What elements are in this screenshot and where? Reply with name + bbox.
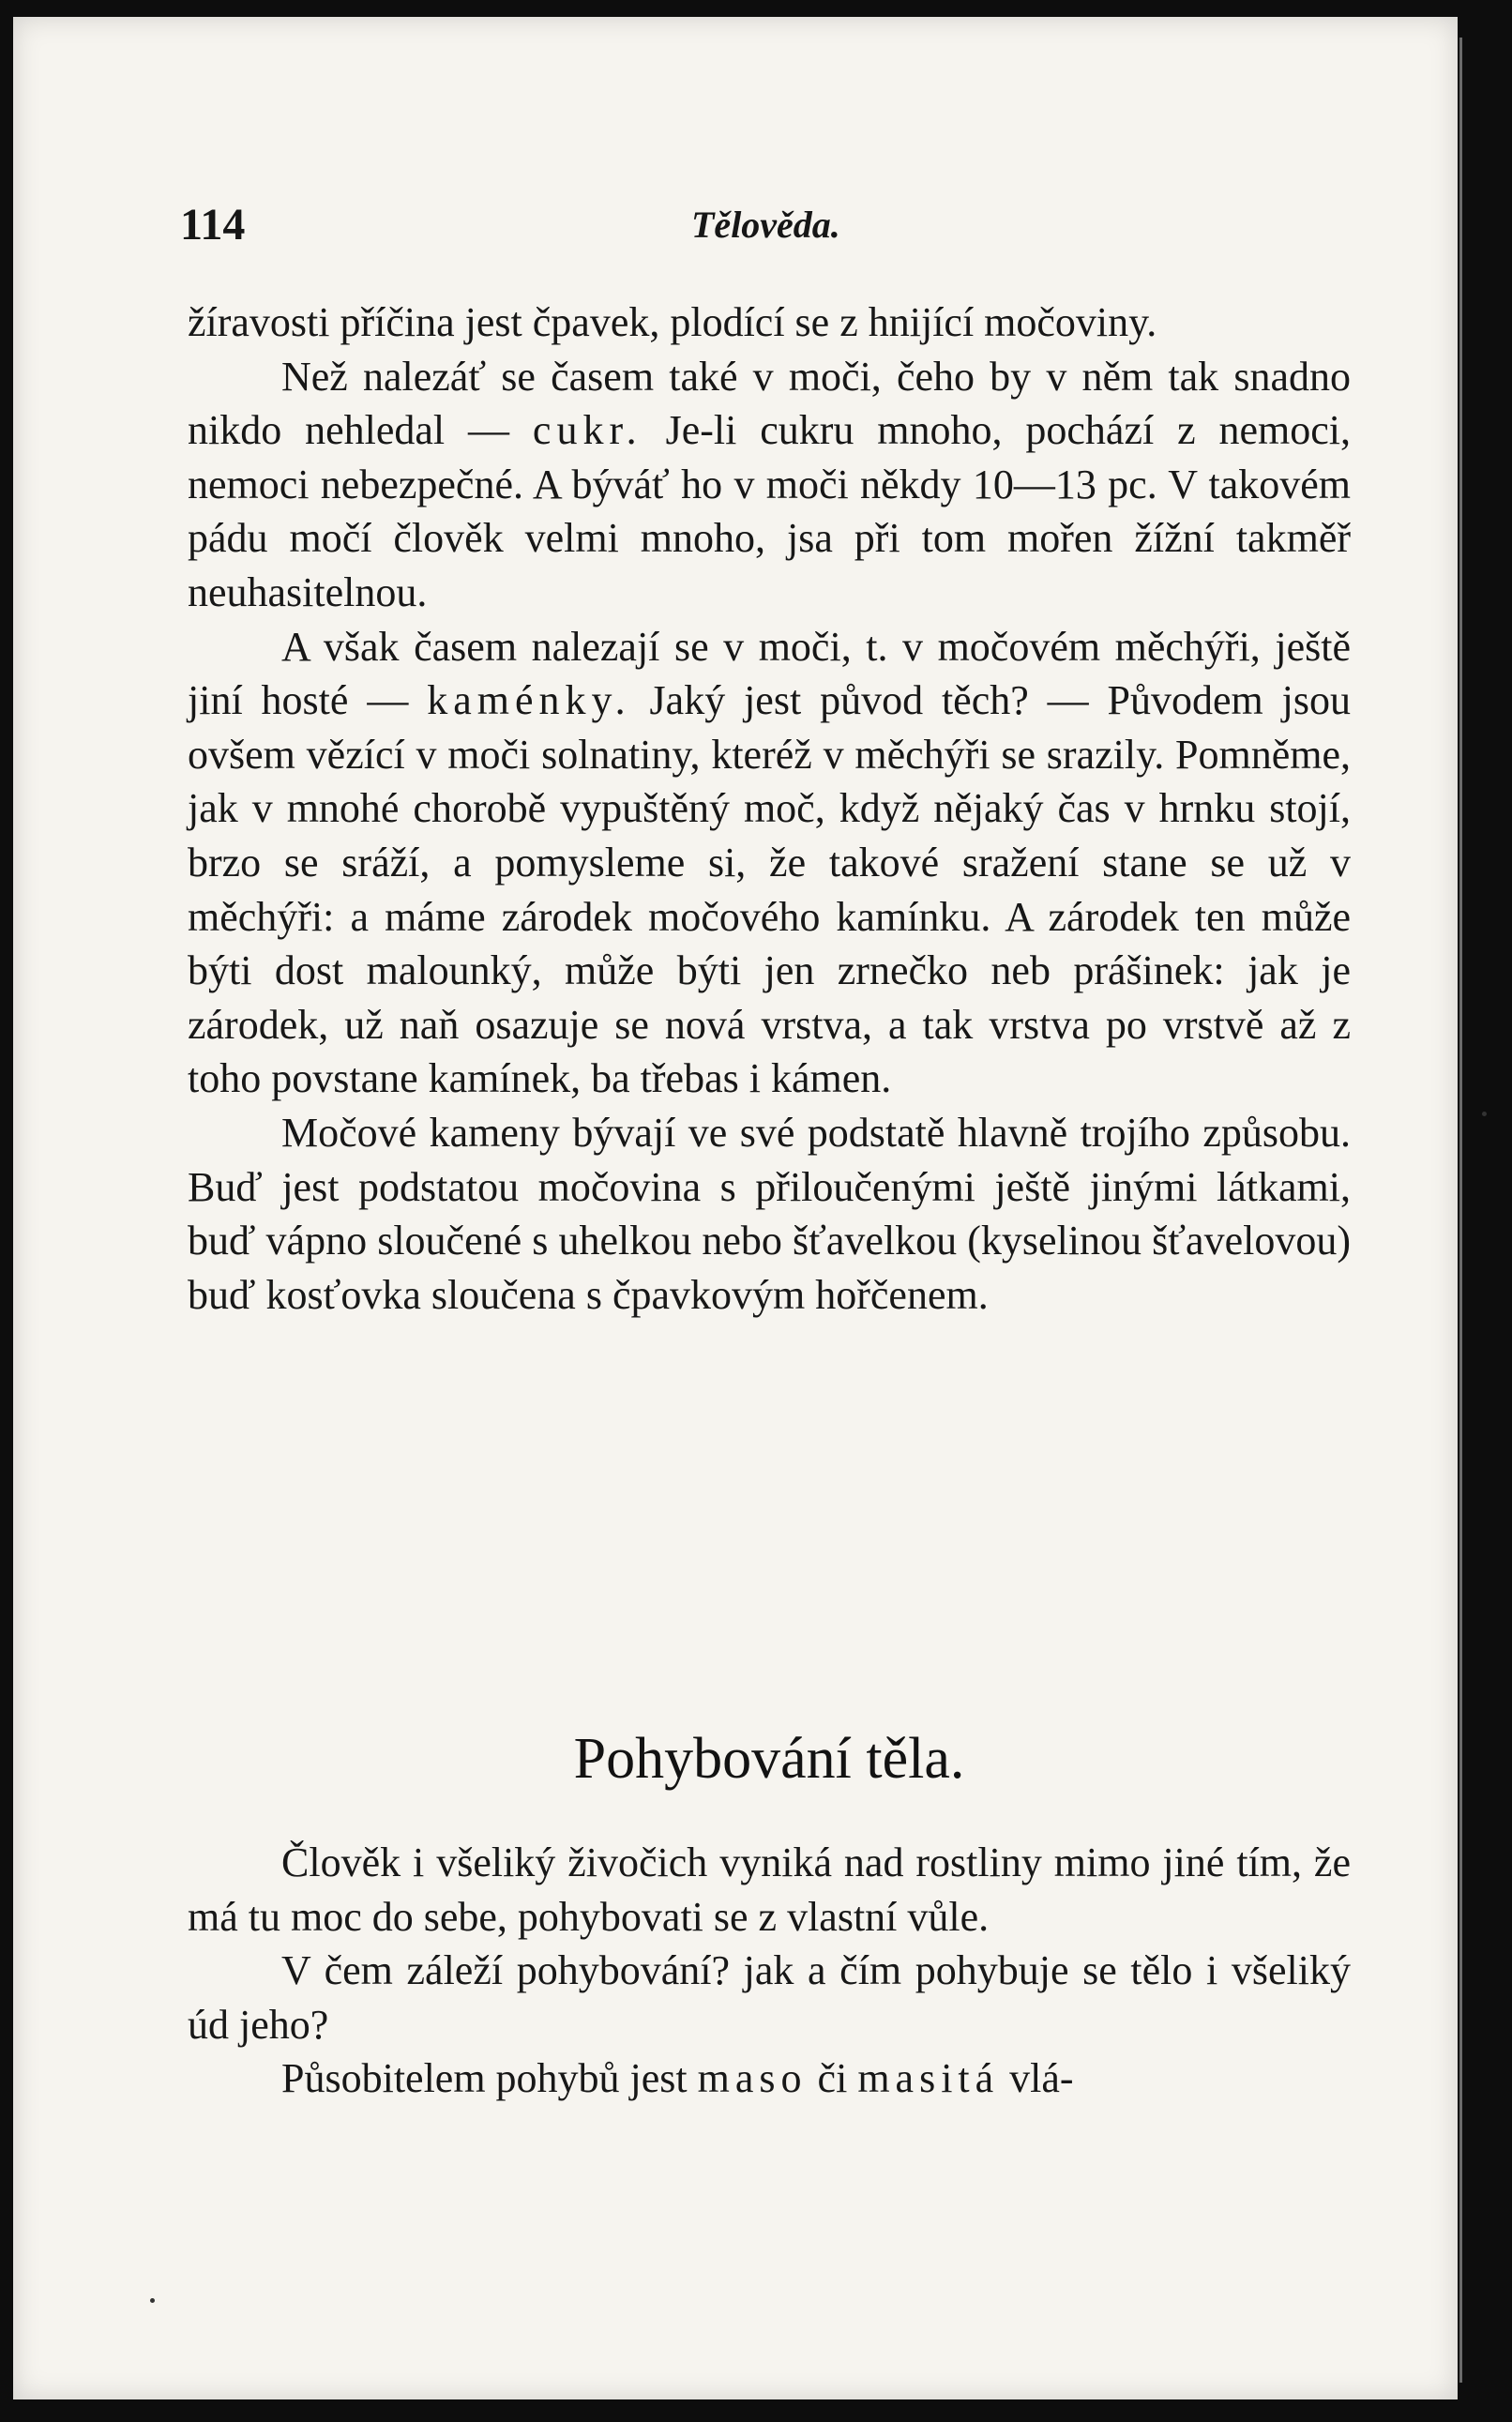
paragraph-text: žíravosti příčina jest čpavek, plodící se z hnijící močoviny.	[188, 299, 1157, 345]
paragraph	[188, 1836, 1351, 1944]
page-edge-line	[1459, 38, 1462, 2383]
paragraph-text: Je-li cukru mnoho, pochází z nemoci, nemoci nebezpečné. A býváť ho v moči někdy 10—13 pc. V takovém pádu močí člověk velmi mnoho, jsa při tom mořen žížní takměř neuhasitelnou.	[188, 407, 1351, 615]
paragraph	[188, 1944, 1351, 2051]
paragraph-text: či	[807, 2055, 858, 2102]
paragraph-text: Působitelem pohybů jest	[281, 2055, 698, 2102]
paragraph	[188, 295, 1351, 350]
paragraph-text: Jaký jest původ těch? — Původem jsou ovšem vězící v moči solnatiny, kteréž v měchýři se srazily. Pomněme, jak v mnohé chorobě vypuštěný moč, když nějaký čas v hrnku stojí, brzo se sráží, a pomysleme si, že takové sražení stane se už v měchýři: a máme zárodek močového kamínku. A zárodek ten může býti dost malounký, může býti jen zrnečko neb prášinek: jak je zárodek, už naň osazuje se nová vrstva, a tak vrstva po vrstvě až z toho povstane kamínek, ba třebas i kámen.	[188, 677, 1351, 1102]
section-body-text	[188, 1836, 1351, 2106]
speck	[150, 2298, 155, 2303]
paragraph-text: Člověk i všeliký živočich vyniká nad rostliny mimo jiné tím, že má tu moc do sebe, pohybovati se z vlastní vůle.	[188, 1839, 1351, 1940]
speck	[1482, 1112, 1487, 1116]
paragraph	[188, 350, 1351, 620]
paragraph-text: Močové kameny bývají ve své podstatě hlavně trojího způsobu. Buď jest podstatou močovina s přiloučenými ještě jinými látkami, buď vápno sloučené s uhelkou nebo šťavelkou (kyselinou šťavelovou) buď kosťovka sloučena s čpavkovým hořčenem.	[188, 1109, 1351, 1318]
paragraph-text: V čem záleží pohybování? jak a čím pohybuje se tělo i všeliký úd jeho?	[188, 1947, 1351, 2048]
paragraph	[188, 2051, 1351, 2106]
paragraph	[188, 1106, 1351, 1322]
body-text	[188, 295, 1351, 1322]
page-number: 114	[180, 200, 246, 250]
section-heading: Pohybování těla.	[573, 1727, 965, 1791]
page-header	[180, 199, 1362, 255]
paragraph-text: Než nalezáť se časem také v moči, čeho by v něm tak snadno nikdo nehledal —	[188, 353, 1351, 454]
running-title: Tělověda.	[691, 204, 840, 246]
emphasized-word: kaménky.	[427, 677, 631, 724]
paragraph-text: A však časem nalezají se v moči, t. v močovém měchýři, ještě jiní hosté —	[188, 623, 1351, 724]
emphasized-word: masitá	[857, 2055, 1000, 2102]
emphasized-word: cukr.	[532, 407, 643, 454]
paragraph	[188, 620, 1351, 1106]
paragraph-text: vlá-	[999, 2055, 1074, 2102]
emphasized-word: maso	[697, 2055, 808, 2102]
